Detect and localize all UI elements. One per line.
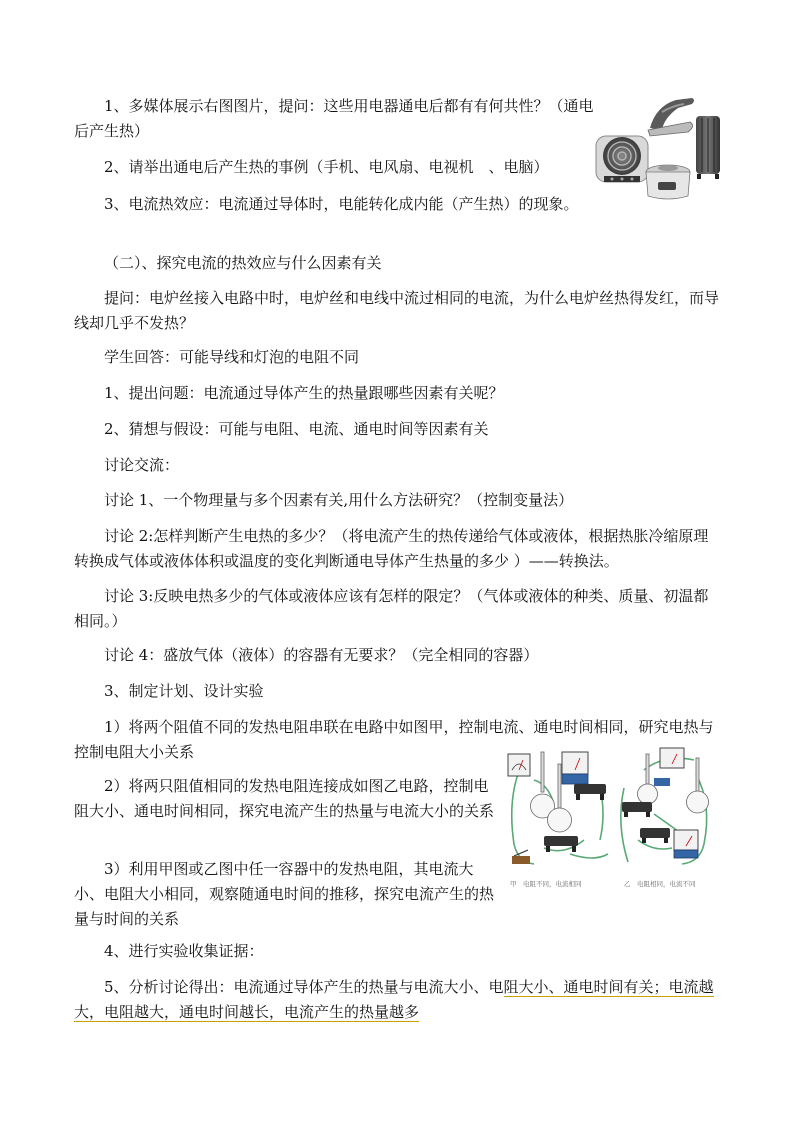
circuit-experiment-image <box>504 744 716 892</box>
paragraph-17: 3）利用甲图或乙图中任一容器中的发热电阻，其电流大小、电阻大小相同，观察随通电时间的推移，探究电流产生的热量与时间的关系 <box>74 860 495 928</box>
paragraph-16: 2）将两只阻值相同的发热电阻连接成如图乙电路，控制电阻大小、通电时间相同，探究电流产生的热量与电流大小的关系 <box>74 777 495 820</box>
section-heading: （二）、探究电流的热效应与什么因素有关 <box>104 254 382 272</box>
paragraph-1: 1、多媒体展示右图图片，提问：这些用电器通电后都有有何共性？（通电后产生热） <box>74 97 594 140</box>
paragraph-5: 提问：电炉丝接入电路中时，电炉丝和电线中流过相同的电流，为什么电炉丝热得发红，而导线却几乎不发热？ <box>74 289 720 332</box>
right-voltmeter-icon <box>660 748 684 768</box>
paragraph-18: 4、进行实验收集证据： <box>104 942 264 960</box>
paragraph-10: 讨论 1、一个物理量与多个因素有关,用什么方法研究？（控制变量法） <box>104 491 574 509</box>
paragraph-19 <box>74 975 722 1025</box>
right-ammeter-icon <box>674 830 698 858</box>
paragraph-3: 3、电流热效应：电流通过导体时，电能转化成内能（产生热）的现象。 <box>104 195 579 213</box>
paragraph-13: 讨论 4：盛放气体（液体）的容器有无要求？（完全相同的容器） <box>104 646 539 664</box>
iron-icon <box>648 98 694 136</box>
paragraph-9: 讨论交流： <box>104 456 180 474</box>
rice-cooker-icon <box>646 165 690 199</box>
paragraph-11: 讨论 2:怎样判断产生电热的多少？（将电流产生的热传递给气体或液体，根据热胀冷缩原理转换成气体或液体体积或温度的变化判断通电导体产生热量的多少 ）——转换法。 <box>74 527 709 570</box>
paragraph-12: 讨论 3:反映电热多少的气体或液体应该有怎样的限定？（气体或液体的种类、质量、初温都相同。） <box>74 587 709 630</box>
paragraph-8: 2、猜想与假设：可能与电阻、电流、通电时间等因素有关 <box>104 420 489 438</box>
paragraph-2: 2、请举出通电后产生热的事例（手机、电风扇、电视机 、电脑） <box>104 158 549 176</box>
hot-plate-icon <box>596 136 648 182</box>
figure-caption-right: 乙 电阻相同，电流不同 <box>624 880 696 888</box>
paragraph-19-part-b: 阻大小、通电时间有关；电流越大，电阻越大，通电时间越长，电流产生的热量越多 <box>74 978 714 1021</box>
paragraph-14: 3、制定计划、设计实验 <box>104 682 264 700</box>
appliances-image <box>592 92 724 202</box>
right-switch-icon <box>654 778 670 786</box>
left-voltmeter-icon <box>562 752 588 784</box>
left-ammeter-icon <box>508 754 530 776</box>
paragraph-6: 学生回答：可能导线和灯泡的电阻不同 <box>104 348 360 366</box>
paragraph-15: 1）将两个阻值不同的发热电阻串联在电路中如图甲，控制电流、通电时间相同，研究电热与控制电阻大小关系 <box>74 718 714 761</box>
figure-caption-left: 甲 电阻不同，电流相同 <box>510 880 582 888</box>
paragraph-19-part-a: 5、分析讨论得出：电流通过导体产生的热量与电流大小、电 <box>104 978 504 996</box>
oil-heater-icon <box>696 116 720 179</box>
paragraph-7: 1、提出问题：电流通过导体产生的热量跟哪些因素有关呢？ <box>104 384 504 402</box>
